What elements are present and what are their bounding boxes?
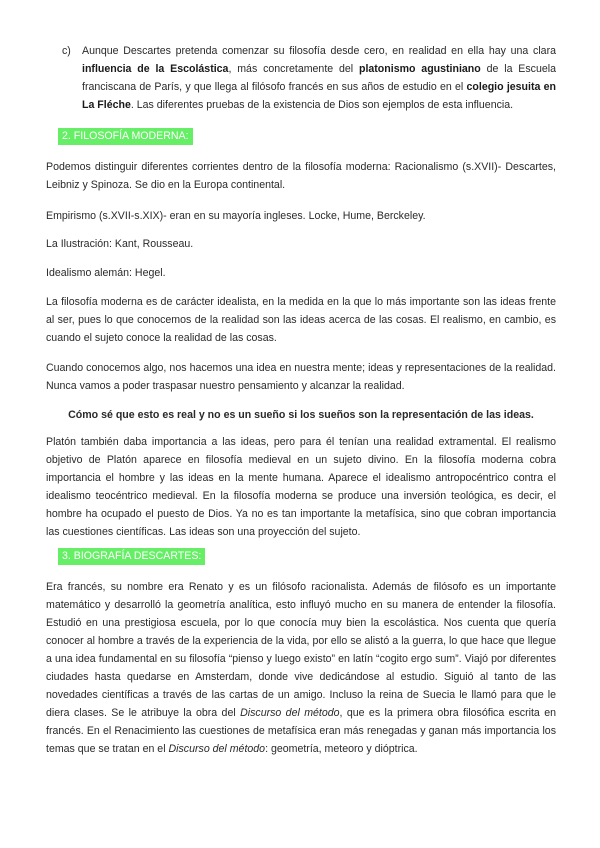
italic-discurso-2: Discurso del método [168,743,266,755]
italic-discurso-1: Discurso del método [240,707,340,719]
section-heading-biografia: 3. BIOGRAFÍA DESCARTES: [58,548,205,565]
question-line: Cómo sé que esto es real y no es un sueño si los sueños son la representación de las ideas. [68,409,534,421]
paragraph-conocemos: Cuando conocemos algo, nos hacemos una idea en nuestra mente; ideas y representaciones de la realidad. Nunca vamos a poder traspasar nuestro pensamiento y alcanzar la realidad. [46,362,556,392]
paragraph-idealista: La filosofía moderna es de carácter idealista, en la medida en la que lo más importante son las ideas frente al ser, pues lo que conocemos de la realidad son las ideas acerca de las cosas. El realismo, en cambio, es cuando el sujeto conoce la realidad de las cosas. [46,296,556,344]
paragraph-biografia: Era francés, su nombre era Renato y es un filósofo racionalista. Además de filósofo es un importante matemático y desarrolló la geometría analítica, esto influyó mucho en su manera de entender la filosofía. Estudió en una prestigiosa escuela, por lo que conocía muy bien la escolástica. Nos cuenta que quería conocer al hombre a través de la experiencia de la vida, por ello se alistó a la guerra, lo que hace que llegue a una idea fundamental en su filosofía “pienso y luego existo” en latín “cogito ergo sum”. Viajó por diferentes ciudades hasta quedarse en Amsterdam, donde vive dedicándose al estudio. Siguió al tanto de las novedades científicas a través de las cartas de un amigo. Incluso la reina de Suecia le llamó para que le diera clases. Se le atribuye la obra del Discurso del método, que es la primera obra filosófica escrita en francés. En el Renacimiento las cuestiones de metafísica eran más renegadas y ganan más importancia los temas que se tratan en el Discurso del método: geometría, meteoro y dióptrica. [46,581,556,755]
bold-escolastica: influencia de la Escolástica [82,63,229,75]
paragraph-corrientes: Podemos distinguir diferentes corrientes dentro de la filosofía moderna: Racionalismo (s.XVII)- Descartes, Leibniz y Spinoza. Se dio en la Europa continental. [46,161,556,191]
paragraph-empirismo: Empirismo (s.XVII-s.XIX)- eran en su mayoría ingleses. Locke, Hume, Berckeley. [46,210,426,222]
bold-colegio: colegio jesuita en La Fléche [82,81,556,111]
list-item-text: Aunque Descartes pretenda comenzar su filosofía desde cero, en realidad en ella hay una clara influencia de la Escolástica, más concretamente del platonismo agustiniano de la Escuela franciscana de París, y que llega al filósofo francés en sus años de estudio en el colegio jesuita en La Fléche. Las diferentes pruebas de la existencia de Dios son ejemplos de esta influencia. [82,45,556,111]
section-heading-filosofia-moderna: 2. FILOSOFÍA MODERNA: [58,128,193,145]
paragraph-idealismo: Idealismo alemán: Hegel. [46,267,166,279]
paragraph-ilustracion: La Ilustración: Kant, Rousseau. [46,238,194,250]
list-marker: c) [62,45,71,57]
bold-platonismo: platonismo agustiniano [358,63,481,75]
list-item-c [62,42,556,114]
paragraph-platon: Platón también daba importancia a las ideas, pero para él tenían una realidad extramental. El realismo objetivo de Platón aparece en filosofía medieval en un sujeto divino. En la filosofía moderna cobra importancia el hombre y las ideas en la mente humana. Aparece el idealismo antropocéntrico contra el idealismo teocéntrico medieval. En la filosofía moderna se produce una inversión teológica, es decir, el hombre ha ocupado el puesto de Dios. Ya no es tan importante la metafísica, sino que cobran importancia las cuestiones científicas. Las ideas son una proyección del sujeto. [46,436,556,538]
